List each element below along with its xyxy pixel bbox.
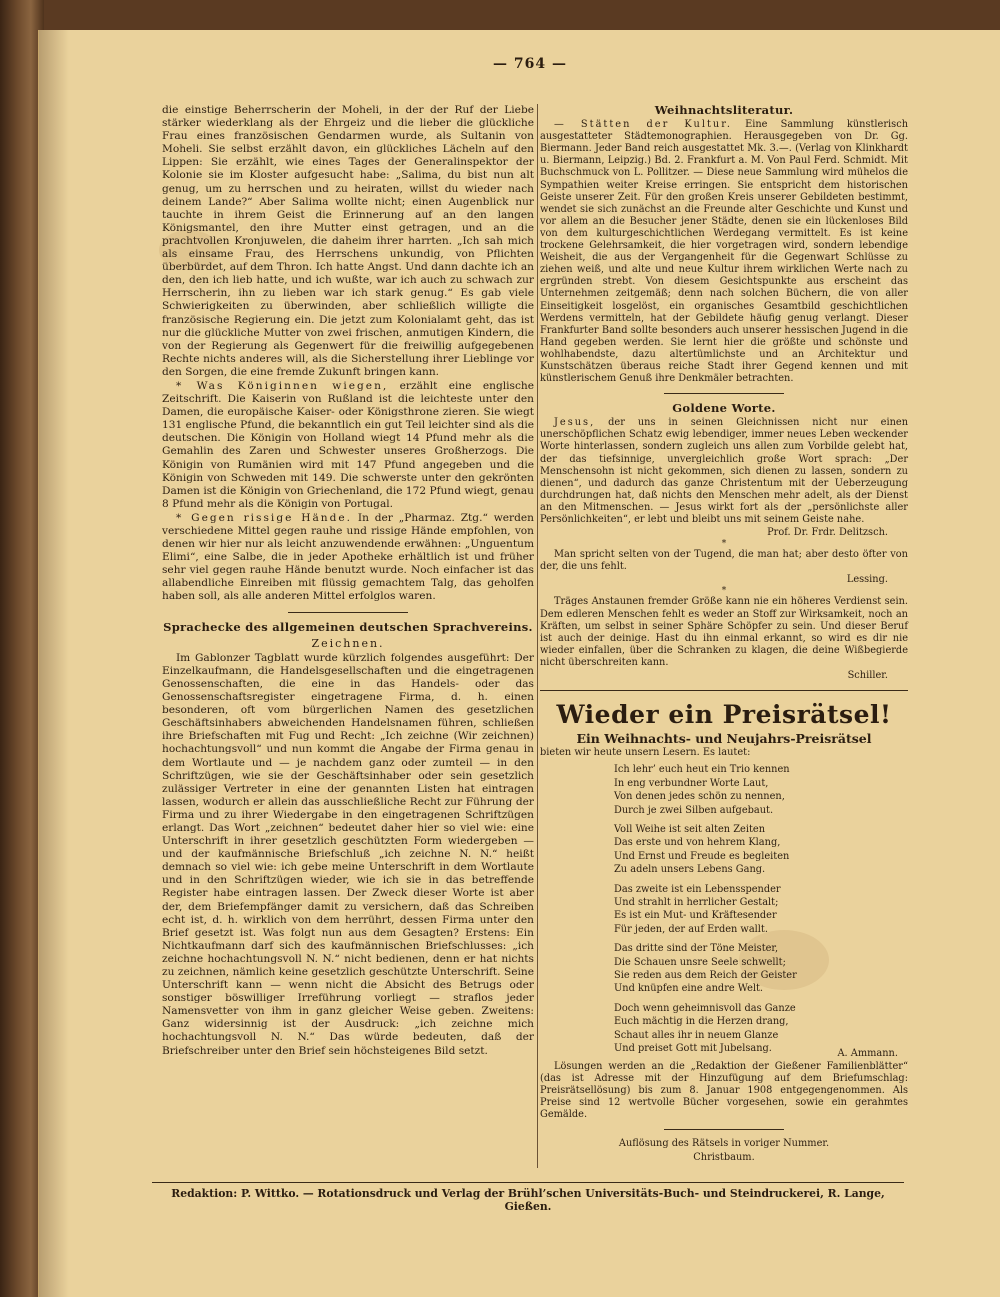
poem-line: Ich lehr’ euch heut ein Trio kennen <box>614 764 790 776</box>
imprint-footer: Redaktion: P. Wittko. — Rotationsdruck und Verlag der Brühl’schen Universitäts-Buch- und Steindruckerei, R. Lange, Gießen. <box>152 1182 904 1213</box>
preisraetsel-title: Wieder ein Preisrätsel! <box>556 700 892 730</box>
hands-article-lead: * Gegen rissige Hände. <box>176 511 353 524</box>
poem-stanza <box>614 823 908 877</box>
section-divider <box>664 1129 784 1130</box>
golden-quote-1 <box>540 417 908 526</box>
sprachecke-subheading: Zeichnen. <box>311 636 385 650</box>
poem-line: Und preiset Gott mit Jubelsang. <box>614 1043 772 1055</box>
poem-line: Sie reden aus dem Reich der Geister <box>614 970 797 981</box>
left-column <box>162 104 534 1174</box>
right-column <box>540 104 908 1174</box>
weihnachtsliteratur-heading: Weihnachtsliteratur. <box>654 103 794 117</box>
poem-line: Schaut alles ihr in neuem Glanze <box>614 1029 779 1041</box>
preisraetsel-subtitle: Ein Weihnachts- und Neujahrs-Preisrätsel <box>576 731 872 747</box>
weihnachtsliteratur-review <box>540 119 908 385</box>
poem-line: In eng verbundner Worte Laut, <box>614 777 769 789</box>
section-divider <box>540 690 908 691</box>
sprachecke-text: Im Gablonzer Tagblatt wurde kürzlich folgendes ausgeführt: Der Einzelkaufmann, die Handelsgesellschaften und die eingetragenen Genossenschaften, die eine in das Handels- oder das Genossenschaftsregister eingetragene Firma, d. h. einen besonderen, oft vom bürgerlichen Namen des gesetzlichen Geschäftsinhabers abweichenden Handelsnamen führen, schließen ihre Briefschaften mit Fug und Recht: „Ich zeichne (Wir zeichnen) hochachtungsvoll“ und nun kommt die Angabe der Firma genau in dem Wortlaute und — je nachdem ganz oder zumteil — in den Schriftzügen, wie sie der Geschäftsinhaber oder sein gesetzlich zulässiger Vertreter in eine der genannten Listen hat eintragen lassen, wodurch er allein das ausschließliche Recht zur Führung der Firma und zu ihrer Wiedergabe in den eingetragenen Schriftzügen erlangt. Das Wort „zeichnen“ bedeutet daher hier so viel wie: eine Unterschrift in ihrer gesetzlich geschützten Form wiedergeben — und der kaufmännische Briefschluß „ich zeichne N. N.“ heißt demnach so viel wie: ich gebe meine Unterschrift in dem Wortlaute und in den Schriftzügen wieder, wie ich sie in das betreffende Register habe eintragen lassen. Der Zweck dieser Worte ist aber der, dem Briefempfänger damit zu versichern, daß das Schreiben echt ist, d. h. wirklich von dem herrührt, dessen Firma unter den Brief gesetzt ist. Was folgt nun aus dem Gesagten? Erstens: Ein Nichtkaufmann darf sich des kaufmännischen Briefschlusses: „ich zeichne hochachtungsvoll N. N.“ nicht bedienen, denn er hat nichts zu zeichnen, nämlich keine gesetzlich geschützte Unterschrift. Seine Unterschrift kann — wenn nicht die Absicht des Betrugs oder sonstiger böswilliger Irreführung vorliegt — straflos jeder Namensvetter von ihm in ganz gleicher Weise geben. Zweitens: Ganz widersinnig ist der Ausdruck: „ich zeichne mich hochachtungsvoll N. N.“ Das würde bedeuten, daß der Briefschreiber unter den Brief sein höchsteigenes Bild setzt. <box>162 651 534 1057</box>
review-text: Eine Sammlung künstlerisch ausgestatteter Städtemonographien. Herausgegeben von Dr. Gg. Biermann. Jeder Band reich ausgestattet Mk. 3.—. (Verlag von Klinkhardt u. Biermann, Leipzig.) Bd. 2. Frankfurt a. M. Von Paul Ferd. Schmidt. Mit Buchschmuck von L. Pollitzer. — Diese neue Sammlung wird mühelos die Sympathien weiter Kreise erringen. Sie entspricht dem historischen Geiste unserer Zeit. Für den großen Kreis unserer Gebildeten bestimmt, wendet sie sich zunächst an die Freunde alter Geschichte und Kunst und vor allem an die Besucher jener Städte, denen sie ein lückenloses Bild von dem kulturgeschichtlichen Werdegang vermittelt. Es ist keine trockene Gelehrsamkeit, die hier vorgetragen wird, sondern lebendige Weisheit, die aus der Vergangenheit für die Gegenwart Schlüsse zu ziehen weiß, und alte und neue Kultur ihrem wirklichen Werte nach zu ergründen strebt. Von diesem Gesichtspunkte aus erscheint das Unternehmen zeitgemäß; denn nach solchen Büchern, die von aller Einseitigkeit losgelöst, ein organisches Gesamtbild geschichtlichen Werdens vermitteln, hat der Gebildete häufig genug verlangt. Dieser Frankfurter Band sollte besonders auch unserer hessischen Jugend in die Hand gegeben werden. Sie lernt hier die größte und schönste und wohlhabendste, dazu altertümlichste und an Architektur und Kunstschätzen überaus reiche Stadt ihrer Gegend kennen und mit künstlerischem Genuß ihre Denkmäler betrachten. <box>540 119 908 385</box>
submission-instructions: Lösungen werden an die „Redaktion der Gießener Familienblätter“ (das ist Adresse mit der Hinzufügung auf dem Briefumschlag: Preisrätsellösung) bis zum 8. Januar 1908 entgegengenommen. Als Preise sind 12 wertvolle Bücher vorgesehen, sowie ein gerahmtes Gemälde. <box>540 1060 908 1120</box>
golden-quote-1-text: der uns in seinen Gleichnissen nicht nur einen unerschöpflichen Schatz ewig lebendiger, immer neues Leben weckender Worte hinterlassen, sondern zugleich uns allen zum Vorbilde gelebt hat, der das tiefsinnige, unvergleichlich große Wort sprach: „Der Menschensohn ist nicht gekommen, sich dienen zu lassen, sondern zu dienen“, und dadurch das ganze Christentum mit der Ueberzeugung durchdrungen hat, daß nichts den Menschen mehr adelt, als der Dienst an den Mitmenschen. — Jesus wirkt fort als der „persönlichste aller Persönlichkeiten“, er lebt und bleibt uns mit seinem Geiste nahe. <box>540 417 908 525</box>
golden-quote-3: Träges Anstaunen fremder Größe kann nie ein höheres Verdienst sein. Dem edleren Menschen fehlt es weder an Stoff zur Wirksamkeit, noch an Kräften, um selbst in seiner Sphäre Schöpfer zu sein. Und dieser Beruf ist auch der deinige. Hast du ihn einmal erkannt, so wird es dir nie wieder einfallen, über die Schranken zu klagen, die deine Wißbegierde nicht überschreiten kann. <box>540 596 908 668</box>
hands-article-text: In der „Pharmaz. Ztg.“ werden verschiedene Mittel gegen rauhe und rissige Hände empfohlen, von denen wir hier nur als leicht anzuwendende erwähnen: „Unguentum Elimi“, eine Salbe, die in jeder Apotheke erhältlich ist und früher sehr viel gegen rauhe Hände benutzt wurde. Noch einfacher ist das allabendliche Einreiben mit flüssig gemachtem Talg, das geholfen haben soll, als alle anderen Mittel erfolglos waren. <box>162 511 534 603</box>
poem-line: Und strahlt in herrlicher Gestalt; <box>614 896 779 908</box>
poem-line: Das dritte sind der Töne Meister, <box>614 943 779 955</box>
poem-line: Für jeden, der auf Erden wallt. <box>614 923 768 935</box>
golden-quote-2-author: Lessing. <box>846 574 888 586</box>
queens-article-text: erzählt eine englische Zeitschrift. Die Kaiserin von Rußland ist die leichteste unter den Damen, die europäische Kaiser- oder Königsthrone zieren. Sie wiegt 131 englische Pfund, die bekanntlich ein gut Teil leichter sind als die deutschen. Die Königin von Holland wiegt 14 Pfund mehr als die Gemahlin des Zaren und Schwester unseres Großherzogs. Die Königin von Rumänien wird mit 147 Pfund angegeben und die Königin von Schweden mit 149. Die schwerste unter den gekrönten Damen ist die Königin von Griechenland, die 172 Pfund wiegt, genau 8 Pfund mehr als die Königin von Portugal. <box>162 379 534 510</box>
golden-quote-3-author: Schiller. <box>847 670 888 682</box>
preisraetsel-intro: bieten wir heute unsern Lesern. Es lautet: <box>540 747 751 759</box>
golden-quote-1-lead: Jesus, <box>554 417 596 429</box>
section-divider <box>664 393 784 394</box>
separator-star: * <box>721 539 727 550</box>
goldene-worte-heading: Goldene Worte. <box>672 401 776 416</box>
sprachecke-heading: Sprachecke des allgemeinen deutschen Sprachvereins. <box>163 619 533 634</box>
poem-line: Die Schauen unsre Seele schwellt; <box>614 956 786 968</box>
poem-line: Und Ernst und Freude es begleiten <box>614 850 790 862</box>
golden-quote-1-author: Prof. Dr. Frdr. Delitzsch. <box>767 527 888 539</box>
poem-stanza <box>614 942 908 996</box>
review-lead: — Stätten der Kultur. <box>554 119 732 131</box>
poem-stanza <box>614 1002 908 1056</box>
poem-line: Voll Weihe ist seit alten Zeiten <box>614 823 766 835</box>
separator-star: * <box>721 586 727 597</box>
poem-stanza <box>614 763 908 817</box>
poem-line: Es ist ein Mut- und Kräftesender <box>614 910 777 922</box>
poem-line: Zu adeln unsers Lebens Gang. <box>614 864 766 876</box>
hands-article <box>162 512 534 604</box>
queens-article-lead: * Was Königinnen wiegen, <box>176 379 389 392</box>
poem-line: Und knüpfen eine andre Welt. <box>614 983 764 995</box>
poem-line: Das erste und von hehrem Klang, <box>614 837 781 849</box>
poem-line: Euch mächtig in die Herzen drang, <box>614 1016 789 1028</box>
previous-solution-label: Auflösung des Rätsels in voriger Nummer. <box>618 1138 830 1149</box>
poem-line: Durch je zwei Silben aufgebaut. <box>614 804 774 816</box>
column-divider <box>537 104 538 1168</box>
salima-story-paragraph: die einstige Beherrscherin der Moheli, in der der Ruf der Liebe stärker wiederklang als der Ehrgeiz und die lieber die glückliche Frau eines französischen Gendarmen wurde, als Sultanin von Moheli. Sie selbst erzählt davon, ein glückliches Lächeln auf den Lippen: Sie erzählt, wie eines Tages der Generalinspektor der Kolonie sie im Kloster aufgesucht habe: „Salima, du bist nun alt genug, um zu herrschen und zu heiraten, willst du wieder nach deinem Lande?“ Aber Salima wollte nicht; einen Augenblick nur tauchte in ihrem Geist die Erinnerung auf an den langen Königsmantel, den ihre Mutter einst getragen, und an die prachtvollen Kronjuwelen, die daheim ihrer harrten. „Ich sah mich als einsame Frau, des Herrschens unkundig, von Pflichten überbürdet, auf dem Thron. Ich hatte Angst. Und dann dachte ich an den, den ich lieb hatte, und ich wußte, war ich auch zu schwach zur Herrscherin, ihn zu lieben war ich stark genug.“ Es gab viele Schwierigkeiten zu überwinden, aber schließlich willigte die französische Regierung ein. Die jetzt zum Kolonialamt geht, das ist nur die glückliche Mutter von zwei frischen, anmutigen Kindern, die von der Regierung als Gegenwert für die freiwillig aufgegebenen Rechte nichts anderes will, als die Sicherstellung ihrer Lieblinge vor den Sorgen, die eine fremde Zukunft bringen kann. <box>162 104 534 378</box>
riddle-poem <box>614 763 908 1055</box>
queens-weight-article <box>162 380 534 511</box>
previous-solution-answer: Christbaum. <box>693 1152 755 1164</box>
section-divider <box>288 612 408 613</box>
poem-stanza <box>614 883 908 937</box>
poem-line: Das zweite ist ein Lebensspender <box>614 883 781 895</box>
golden-quote-2: Man spricht selten von der Tugend, die man hat; aber desto öfter von der, die uns fehlt. <box>540 549 908 573</box>
poem-signature: A. Ammann. <box>837 1048 898 1060</box>
poem-line: Von denen jedes schön zu nennen, <box>614 791 785 803</box>
poem-line: Doch wenn geheimnisvoll das Ganze <box>614 1002 796 1014</box>
page-number: — 764 — <box>493 56 567 72</box>
